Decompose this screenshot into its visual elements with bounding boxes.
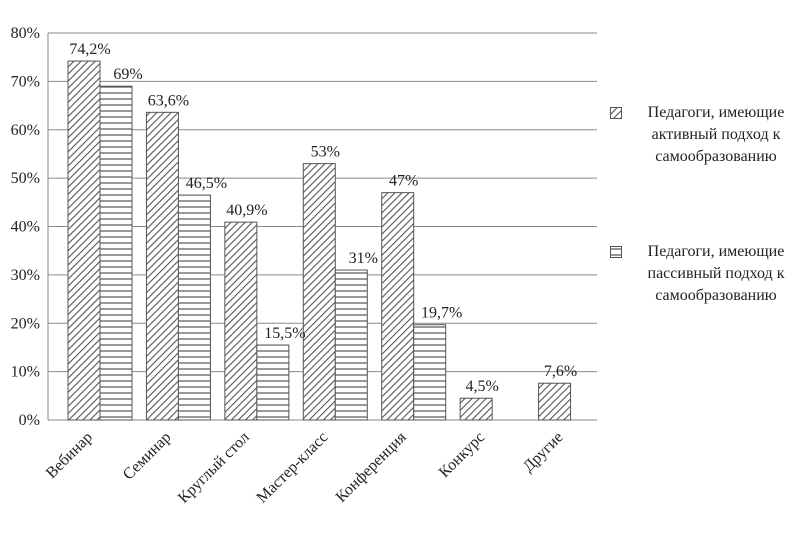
bar-active: [539, 383, 571, 420]
legend-swatch-active: [610, 107, 622, 119]
bar-passive: [414, 325, 446, 420]
data-label: 40,9%: [226, 202, 268, 220]
y-tick-label: 80%: [10, 25, 40, 42]
x-tick-label: Мастер-класс: [253, 428, 332, 507]
data-label: 47%: [389, 172, 419, 190]
data-label: 63,6%: [147, 92, 190, 110]
data-label: 31%: [348, 250, 378, 268]
data-label: 69%: [113, 66, 143, 84]
x-tick-label: Вебинар: [42, 428, 97, 482]
legend-label-passive: Педагоги, имеющие пассивный подход к самообразованию: [647, 243, 785, 304]
bar-active: [68, 61, 100, 420]
x-tick-label: Конкурс: [435, 428, 489, 482]
bar-passive: [335, 270, 367, 420]
data-label: 15,5%: [264, 325, 306, 343]
bars: [68, 61, 571, 420]
bar-passive: [257, 345, 289, 420]
bar-active: [460, 398, 492, 420]
data-label: 7,6%: [543, 363, 578, 381]
legend-item-active: [610, 102, 806, 168]
bar-passive: [178, 195, 210, 420]
bar-passive: [100, 86, 132, 420]
data-label: 19,7%: [421, 304, 463, 322]
x-axis: [43, 428, 567, 506]
x-tick-label: Семинар: [119, 428, 175, 484]
data-label: 74,2%: [69, 41, 111, 59]
data-label: 46,5%: [185, 175, 228, 193]
y-tick-label: 30%: [10, 266, 40, 284]
y-tick-label: 0%: [18, 412, 40, 429]
y-tick-label: 10%: [10, 363, 40, 381]
y-tick-label: 20%: [10, 315, 40, 333]
y-tick-label: 60%: [10, 121, 40, 139]
y-tick-label: 40%: [10, 218, 40, 236]
bar-active: [303, 164, 335, 420]
data-label: 53%: [310, 143, 340, 161]
y-axis: [11, 25, 48, 429]
legend-label-active: Педагоги, имеющие активный подход к самообразованию: [647, 104, 785, 165]
x-tick-label: Другие: [519, 428, 567, 476]
data-label: 4,5%: [465, 378, 499, 396]
x-tick-label: Конференция: [332, 428, 410, 506]
x-tick-label: Круглый стол: [174, 428, 253, 507]
y-tick-label: 70%: [10, 73, 40, 91]
bar-active: [225, 222, 257, 420]
y-tick-label: 50%: [10, 170, 40, 188]
legend-item-passive: [610, 241, 806, 307]
bar-active: [382, 193, 414, 420]
bar-active: [146, 112, 178, 420]
legend-swatch-passive: [610, 246, 622, 258]
